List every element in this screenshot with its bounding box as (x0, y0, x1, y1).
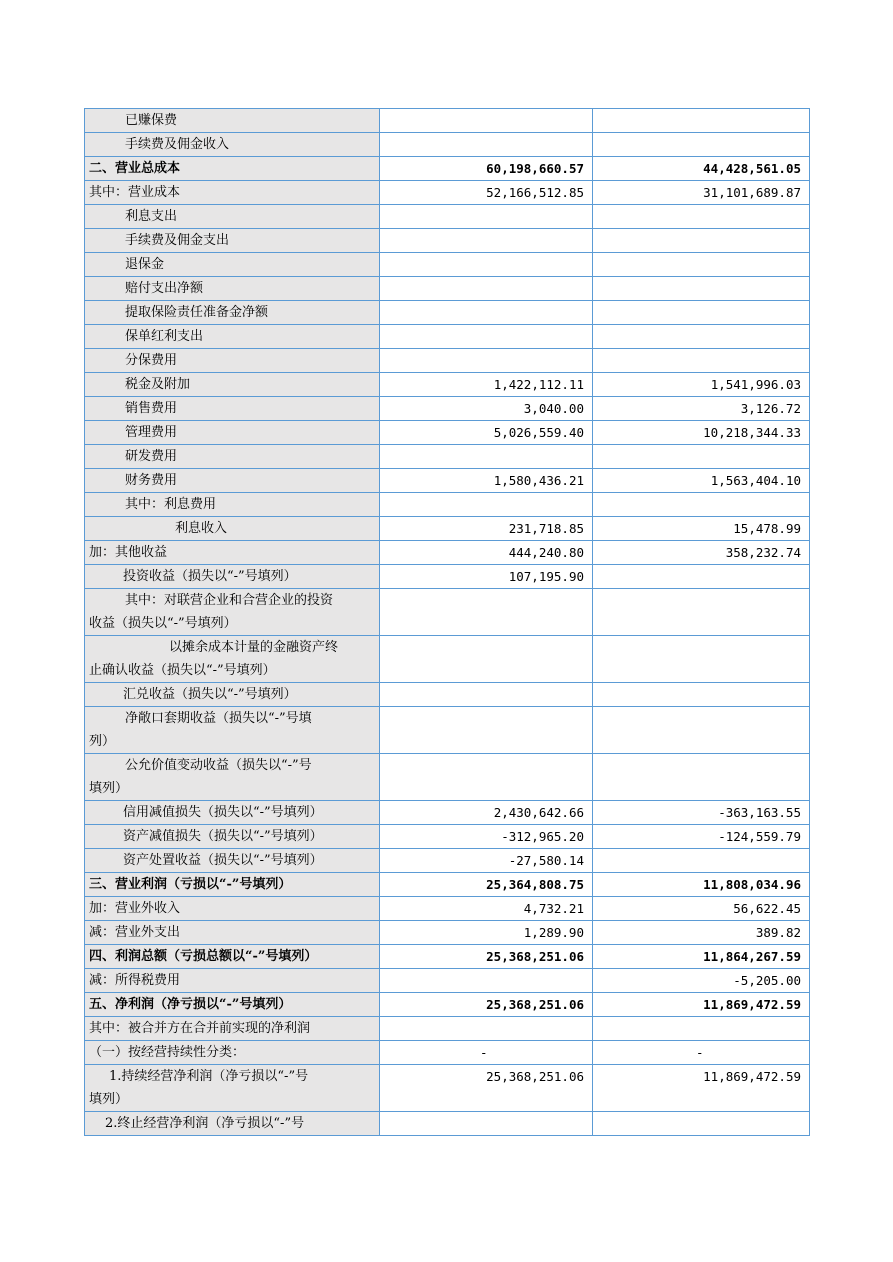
row-label-line-1: 公允价值变动收益（损失以“-”号 (125, 758, 312, 773)
current-period-value (380, 205, 593, 229)
row-label: 四、利润总额（亏损总额以“-”号填列） (85, 945, 380, 969)
row-label: 资产处置收益（损失以“-”号填列） (85, 849, 380, 873)
current-period-value: 1,422,112.11 (380, 373, 593, 397)
current-period-value: 5,026,559.40 (380, 421, 593, 445)
current-period-value (380, 229, 593, 253)
row-label: 减：所得税费用 (85, 969, 380, 993)
prior-period-value: 10,218,344.33 (593, 421, 810, 445)
row-fx-gain (85, 683, 810, 707)
prior-period-value (593, 589, 810, 636)
row-fair-value-change (85, 754, 810, 801)
row-asset-disposal (85, 849, 810, 873)
row-label: 三、营业利润（亏损以“-”号填列） (85, 873, 380, 897)
row-merged-party-profit (85, 1017, 810, 1041)
current-period-value: -27,580.14 (380, 849, 593, 873)
row-label: 销售费用 (85, 397, 380, 421)
row-label: 退保金 (85, 253, 380, 277)
row-amortized-cost-derecognition (85, 636, 810, 683)
row-continuing-ops-profit (85, 1065, 810, 1112)
row-label (85, 1065, 380, 1112)
row-label-line-1: 1.持续经营净利润（净亏损以“-”号 (109, 1069, 309, 1084)
row-label: 投资收益（损失以“-”号填列） (85, 565, 380, 589)
prior-period-value (593, 253, 810, 277)
row-surrender (85, 253, 810, 277)
row-investment-income (85, 565, 810, 589)
row-non-operating-income (85, 897, 810, 921)
prior-period-value: 15,478.99 (593, 517, 810, 541)
row-earned-premiums (85, 109, 810, 133)
row-operating-profit (85, 873, 810, 897)
current-period-value: 25,364,808.75 (380, 873, 593, 897)
row-label: 信用减值损失（损失以“-”号填列） (85, 801, 380, 825)
prior-period-value: 358,232.74 (593, 541, 810, 565)
row-net-profit (85, 993, 810, 1017)
prior-period-value: - (593, 1041, 810, 1065)
current-period-value: 25,368,251.06 (380, 1065, 593, 1112)
prior-period-value: 11,808,034.96 (593, 873, 810, 897)
row-fee-commission-income (85, 133, 810, 157)
row-label-line-2: 列） (89, 734, 116, 749)
prior-period-value (593, 565, 810, 589)
prior-period-value (593, 1017, 810, 1041)
current-period-value: 25,368,251.06 (380, 945, 593, 969)
row-label-line-1: 净敞口套期收益（损失以“-”号填 (125, 711, 312, 726)
row-selling-expense (85, 397, 810, 421)
income-statement-table (84, 108, 810, 1136)
row-label-line-2: 止确认收益（损失以“-”号填列） (89, 663, 276, 678)
row-by-continuity (85, 1041, 810, 1065)
row-admin-expense (85, 421, 810, 445)
current-period-value (380, 493, 593, 517)
row-label: 二、营业总成本 (85, 157, 380, 181)
current-period-value (380, 277, 593, 301)
prior-period-value (593, 636, 810, 683)
row-label (85, 636, 380, 683)
prior-period-value (593, 301, 810, 325)
current-period-value: 444,240.80 (380, 541, 593, 565)
row-non-operating-expense (85, 921, 810, 945)
row-label: 2.终止经营净利润（净亏损以“-”号 (85, 1112, 380, 1136)
current-period-value (380, 109, 593, 133)
row-net-hedge-gain (85, 707, 810, 754)
row-label: 汇兑收益（损失以“-”号填列） (85, 683, 380, 707)
row-net-claims (85, 277, 810, 301)
prior-period-value (593, 849, 810, 873)
prior-period-value: 11,864,267.59 (593, 945, 810, 969)
prior-period-value (593, 205, 810, 229)
row-label: 赔付支出净额 (85, 277, 380, 301)
prior-period-value (593, 133, 810, 157)
row-label: 提取保险责任准备金净额 (85, 301, 380, 325)
prior-period-value (593, 754, 810, 801)
prior-period-value (593, 229, 810, 253)
prior-period-value: 56,622.45 (593, 897, 810, 921)
current-period-value: 3,040.00 (380, 397, 593, 421)
row-taxes-surcharges (85, 373, 810, 397)
prior-period-value (593, 493, 810, 517)
row-asset-impairment (85, 825, 810, 849)
row-associate-jv-income (85, 589, 810, 636)
prior-period-value: -5,205.00 (593, 969, 810, 993)
row-label: 五、净利润（净亏损以“-”号填列） (85, 993, 380, 1017)
row-label-line-2: 填列） (89, 1092, 129, 1107)
row-label-line-1: 以摊余成本计量的金融资产终 (169, 640, 339, 655)
current-period-value: 231,718.85 (380, 517, 593, 541)
row-interest-income (85, 517, 810, 541)
row-label: 财务费用 (85, 469, 380, 493)
row-rnd-expense (85, 445, 810, 469)
prior-period-value (593, 683, 810, 707)
row-label: 税金及附加 (85, 373, 380, 397)
current-period-value (380, 445, 593, 469)
row-label: 分保费用 (85, 349, 380, 373)
prior-period-value (593, 325, 810, 349)
current-period-value (380, 325, 593, 349)
row-label: 加：其他收益 (85, 541, 380, 565)
prior-period-value (593, 109, 810, 133)
row-label: 手续费及佣金支出 (85, 229, 380, 253)
prior-period-value (593, 445, 810, 469)
row-label-line-2: 填列） (89, 781, 129, 796)
current-period-value (380, 636, 593, 683)
prior-period-value (593, 707, 810, 754)
row-label: 资产减值损失（损失以“-”号填列） (85, 825, 380, 849)
current-period-value: - (380, 1041, 593, 1065)
row-label: 加：营业外收入 (85, 897, 380, 921)
row-finance-expense (85, 469, 810, 493)
prior-period-value: 31,101,689.87 (593, 181, 810, 205)
current-period-value: 107,195.90 (380, 565, 593, 589)
row-reinsurance-cost (85, 349, 810, 373)
current-period-value: -312,965.20 (380, 825, 593, 849)
row-label: 利息收入 (85, 517, 380, 541)
row-income-tax (85, 969, 810, 993)
current-period-value (380, 1112, 593, 1136)
prior-period-value: 11,869,472.59 (593, 1065, 810, 1112)
current-period-value (380, 253, 593, 277)
row-label: 手续费及佣金收入 (85, 133, 380, 157)
current-period-value: 60,198,660.57 (380, 157, 593, 181)
row-label: 利息支出 (85, 205, 380, 229)
prior-period-value (593, 1112, 810, 1136)
row-label: 保单红利支出 (85, 325, 380, 349)
row-label: 减：营业外支出 (85, 921, 380, 945)
row-interest-expense (85, 205, 810, 229)
prior-period-value (593, 277, 810, 301)
prior-period-value: 44,428,561.05 (593, 157, 810, 181)
row-interest-cost (85, 493, 810, 517)
row-fee-commission-expense (85, 229, 810, 253)
current-period-value: 2,430,642.66 (380, 801, 593, 825)
row-insurance-reserve (85, 301, 810, 325)
current-period-value (380, 754, 593, 801)
row-label: 研发费用 (85, 445, 380, 469)
prior-period-value: 11,869,472.59 (593, 993, 810, 1017)
row-label: 其中：被合并方在合并前实现的净利润 (85, 1017, 380, 1041)
prior-period-value (593, 349, 810, 373)
prior-period-value: 1,541,996.03 (593, 373, 810, 397)
row-policy-dividend (85, 325, 810, 349)
row-discontinued-ops-profit (85, 1112, 810, 1136)
current-period-value (380, 707, 593, 754)
row-label-line-1: 其中：对联营企业和合营企业的投资 (125, 593, 334, 608)
current-period-value (380, 969, 593, 993)
row-total-operating-cost (85, 157, 810, 181)
prior-period-value: -363,163.55 (593, 801, 810, 825)
row-label (85, 754, 380, 801)
current-period-value: 52,166,512.85 (380, 181, 593, 205)
row-label (85, 707, 380, 754)
current-period-value (380, 589, 593, 636)
row-label: 管理费用 (85, 421, 380, 445)
current-period-value (380, 1017, 593, 1041)
row-label: （一）按经营持续性分类： (85, 1041, 380, 1065)
row-label (85, 589, 380, 636)
row-label: 其中：营业成本 (85, 181, 380, 205)
prior-period-value: -124,559.79 (593, 825, 810, 849)
prior-period-value: 3,126.72 (593, 397, 810, 421)
row-label: 其中：利息费用 (85, 493, 380, 517)
row-operating-cost (85, 181, 810, 205)
row-credit-impairment (85, 801, 810, 825)
current-period-value: 4,732.21 (380, 897, 593, 921)
current-period-value: 25,368,251.06 (380, 993, 593, 1017)
current-period-value (380, 133, 593, 157)
current-period-value (380, 349, 593, 373)
row-label: 已赚保费 (85, 109, 380, 133)
current-period-value: 1,580,436.21 (380, 469, 593, 493)
prior-period-value: 1,563,404.10 (593, 469, 810, 493)
row-label-line-2: 收益（损失以“-”号填列） (89, 616, 237, 631)
row-total-profit (85, 945, 810, 969)
current-period-value: 1,289.90 (380, 921, 593, 945)
row-other-income (85, 541, 810, 565)
prior-period-value: 389.82 (593, 921, 810, 945)
current-period-value (380, 683, 593, 707)
current-period-value (380, 301, 593, 325)
